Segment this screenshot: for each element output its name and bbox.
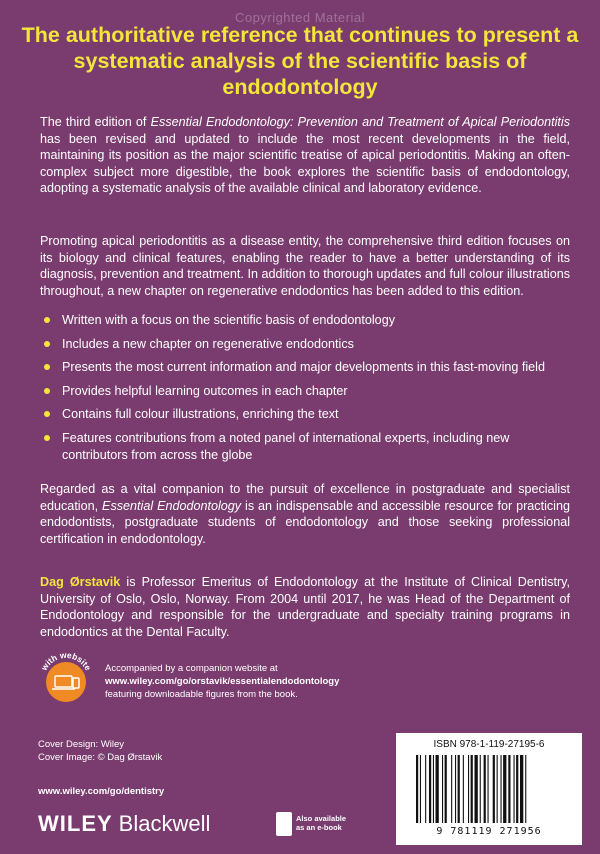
- feature-item: Includes a new chapter on regenerative endodontics: [40, 336, 560, 353]
- barcode-bar: [433, 755, 434, 823]
- bullet-icon: [44, 364, 50, 370]
- companion-url[interactable]: www.wiley.com/go/orstavik/essentialendodontology: [105, 676, 340, 687]
- companion-website-info: Accompanied by a companion website at www.wiley.com/go/orstavik/essentialendodontology featuring downloadable figures from the book.: [105, 663, 340, 700]
- barcode-bar: [429, 755, 431, 823]
- barcode-bar: [480, 755, 481, 823]
- feature-item: Written with a focus on the scientific basis of endodontology: [40, 312, 560, 329]
- feature-item: Contains full colour illustrations, enriching the text: [40, 406, 560, 423]
- badge-label: with website: [38, 649, 94, 673]
- bullet-icon: [44, 317, 50, 323]
- ebook-icon: [276, 812, 292, 836]
- barcode-bar: [442, 755, 443, 823]
- publisher-imprint: Blackwell: [118, 811, 211, 836]
- barcode-bar: [520, 755, 523, 823]
- barcode-bar: [471, 755, 473, 823]
- author-bio: Dag Ørstavik is Professor Emeritus of Endodontology at the Institute of Clinical Dentistry, University of Oslo, Oslo, Norway. From 2004 until 2017, he was Head of the Department of Endodontology and responsible for the undergraduate and specialty training programs in endodontics at the Dental Faculty.: [40, 575, 570, 639]
- barcode: [414, 755, 564, 825]
- barcode-bar: [525, 755, 526, 823]
- barcode-bar: [451, 755, 452, 823]
- ebook-badge: Also available as an e-book: [276, 812, 352, 838]
- barcode-bar: [497, 755, 498, 823]
- feature-item: Presents the most current information and major developments in this fast-moving field: [40, 359, 560, 376]
- barcode-bar: [445, 755, 447, 823]
- publisher-name: WILEY: [38, 811, 113, 836]
- intro-book-title: Essential Endodontology: Prevention and Treatment of Apical Periodontitis: [150, 115, 571, 129]
- book-title-short: Essential Endodontology: [102, 498, 242, 513]
- author-name: Dag Ørstavik: [40, 575, 121, 589]
- bullet-icon: [44, 411, 50, 417]
- barcode-bar: [468, 755, 469, 823]
- barcode-bar: [425, 755, 426, 823]
- barcode-bar: [488, 755, 489, 823]
- description-paragraph: Promoting apical periodontitis as a disease entity, the comprehensive third edition focuses on its biology and clinical features, enabling the reader to have a better understanding of its diagnosis, prevention and treatment. In addition to thorough updates and full colour illustrations throughout, a new chapter on regenerative endodontics has been added to this edition.: [40, 234, 570, 298]
- barcode-bar: [508, 755, 510, 823]
- companion-paragraph: Regarded as a vital companion to the pursuit of excellence in postgraduate and specialist education, Essential Endodontology is an indispensable and accessible resource for practicing endodontists, postgraduate students of endodontology and those seeking professional certification in endodontology.: [40, 482, 570, 546]
- cover-design-credit: Cover Design: Wiley: [38, 739, 125, 750]
- barcode-bar: [501, 755, 502, 823]
- with-website-badge: [36, 648, 96, 708]
- barcode-bar: [420, 755, 421, 823]
- barcode-bar: [436, 755, 439, 823]
- isbn-label: ISBN 978-1-119-27195-6: [433, 739, 545, 750]
- barcode-bar: [493, 755, 495, 823]
- bullet-icon: [44, 388, 50, 394]
- barcode-bar: [475, 755, 478, 823]
- cover-image-credit: Cover Image: © Dag Ørstavik: [38, 752, 163, 763]
- barcode-bar: [484, 755, 486, 823]
- isbn-barcode-box: [396, 733, 582, 845]
- copyright-watermark: Copyrighted Material: [235, 10, 365, 25]
- intro-rest: has been revised and updated to include the most recent developments in the field, maintaining its position as the major scientific treatise of apical periodontitis. Making an often-complex subject more digestible, the book explores the scientific basis of endodontology, adopting a systematic analysis of the available clinical and laboratory evidence.: [40, 131, 570, 196]
- bullet-icon: [44, 341, 50, 347]
- barcode-bar: [455, 755, 456, 823]
- barcode-bar: [503, 755, 506, 823]
- publisher-logo: [38, 812, 210, 836]
- barcode-bar: [516, 755, 518, 823]
- feature-list: [40, 312, 560, 470]
- barcode-bar: [463, 755, 464, 823]
- publisher-website[interactable]: www.wiley.com/go/dentistry: [38, 786, 165, 797]
- barcode-bar: [458, 755, 460, 823]
- intro-lead: The third edition of: [40, 115, 151, 129]
- headline: The authoritative reference that continues to present a systematic analysis of the scientific basis of endodontology: [21, 23, 579, 99]
- feature-item: Provides helpful learning outcomes in each chapter: [40, 383, 560, 400]
- badge-circle: [46, 662, 86, 702]
- barcode-digits: 9 781119 271956: [436, 826, 542, 837]
- intro-paragraph: [40, 114, 570, 197]
- bullet-icon: [44, 435, 50, 441]
- barcode-bar: [416, 755, 418, 823]
- feature-item: Features contributions from a noted panel of international experts, including new contributors from across the globe: [40, 430, 560, 463]
- cover-credits: [38, 738, 162, 764]
- barcode-bar: [514, 755, 515, 823]
